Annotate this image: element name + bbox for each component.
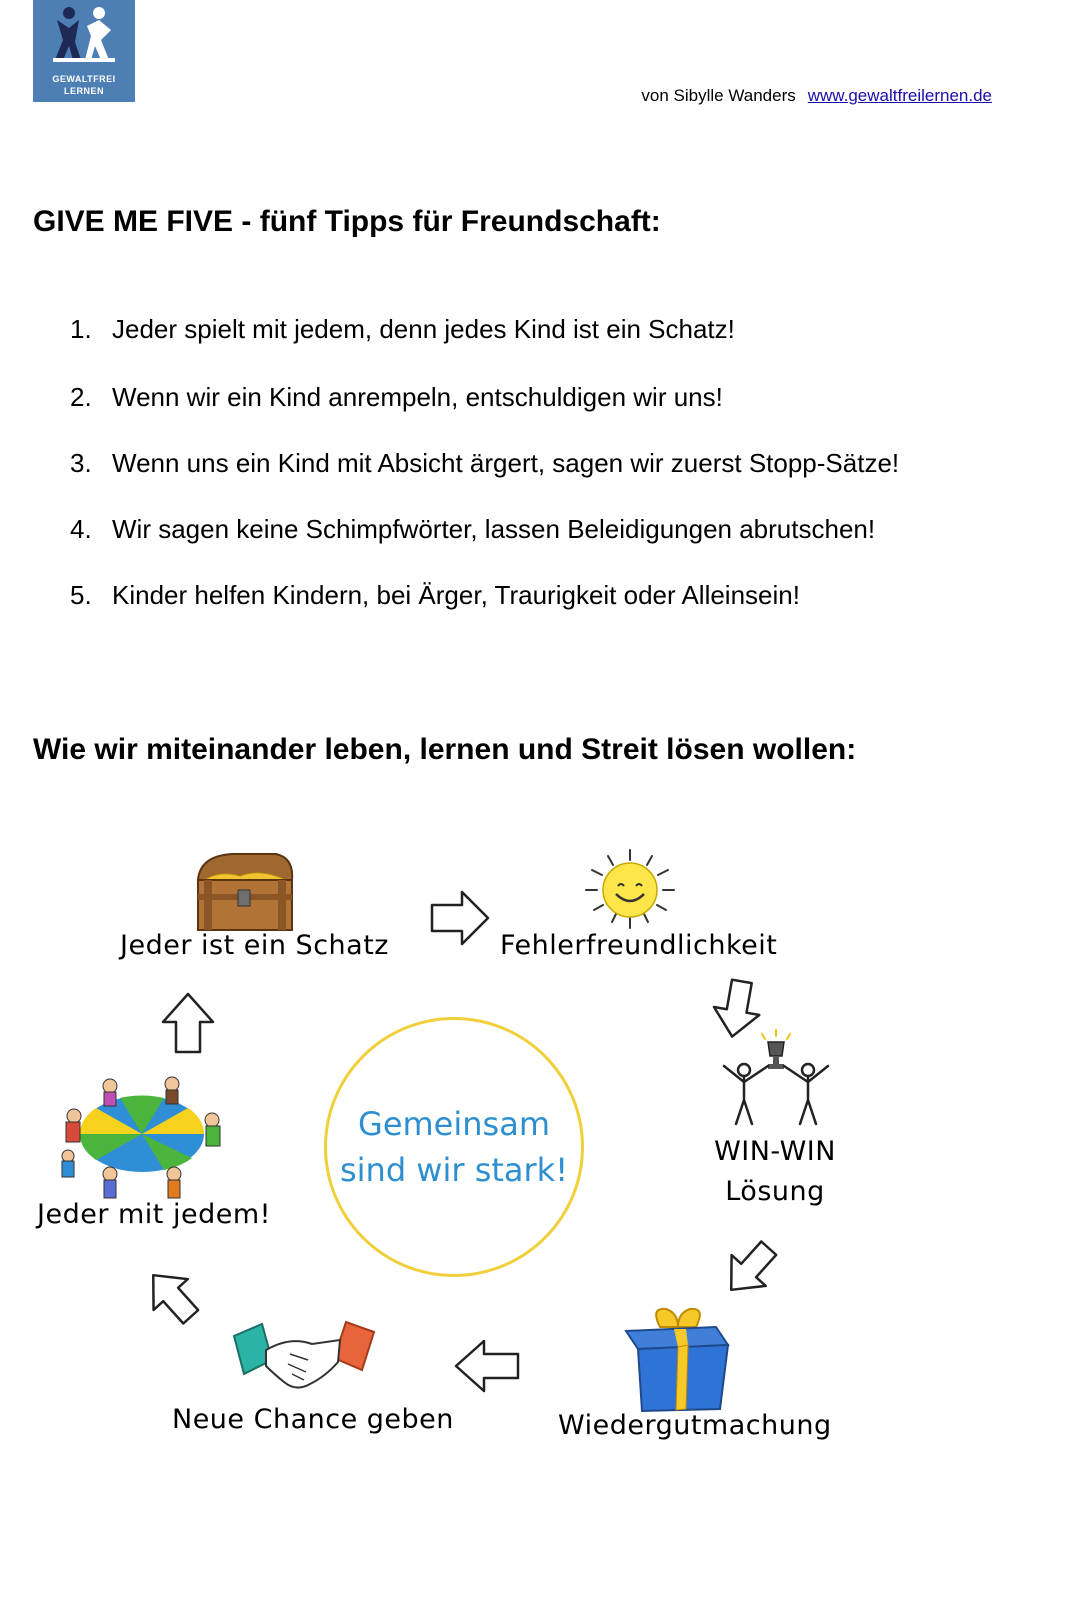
list-number: 5. [70,580,92,610]
list-text: Kinder helfen Kindern, bei Ärger, Traurigkeit oder Alleinsein! [112,580,800,610]
logo-text-line2: LERNEN [63,86,104,96]
list-item [70,380,899,446]
list-text: Jeder spielt mit jedem, denn jedes Kind ist ein Schatz! [112,314,735,344]
arrow-up-left-icon [140,1264,204,1328]
list-number: 4. [70,514,92,544]
step-wieder-label: Wiedergutmachung [558,1410,832,1441]
center-text-line1: Gemeinsam [358,1105,550,1143]
list-item [70,446,899,512]
step-fehler-label: Fehlerfreundlichkeit [500,930,778,961]
list-text: Wenn uns ein Kind mit Absicht ärgert, sagen wir zuerst Stopp-Sätze! [112,448,900,478]
step-schatz-label: Jeder ist ein Schatz [120,930,389,961]
arrow-left-icon [452,1338,522,1394]
list-item [70,578,899,646]
logo [33,0,135,102]
header-credit [641,86,992,106]
smiling-sun-icon [580,848,680,932]
logo-text-line1: GEWALTFREI [52,74,116,84]
list-text: Wir sagen keine Schimpfwörter, lassen Beleidigungen abrutschen! [112,514,876,544]
handshake-icon [230,1320,378,1398]
step-winwin-label-line1: WIN-WIN [714,1136,836,1167]
diagram-heading: Wie wir miteinander leben, lernen und Streit lösen wollen: [33,733,857,766]
center-circle [324,1017,584,1277]
arrow-up-icon [158,990,218,1056]
list-number: 3. [70,448,92,478]
list-item [70,312,899,380]
step-winwin-label-line2: Lösung [725,1176,825,1207]
website-link[interactable]: www.gewaltfreilernen.de [807,86,992,105]
treasure-chest-icon [190,850,300,934]
win-win-figures-icon [716,1028,836,1128]
list-number: 1. [70,314,92,344]
center-text-line2: sind wir stark! [339,1151,569,1189]
list-number: 2. [70,382,92,412]
list-item [70,512,899,578]
parachute-game-icon [52,1072,232,1202]
gift-box-icon [620,1305,736,1413]
step-jeder-label: Jeder mit jedem! [37,1199,271,1230]
author-name: von Sibylle Wanders [641,86,796,105]
tips-list [70,312,899,646]
tips-heading: GIVE ME FIVE - fünf Tipps für Freundschaft: [33,205,661,238]
arrow-right-icon [430,889,492,947]
logo-figures-icon [51,6,117,64]
step-chance-label: Neue Chance geben [172,1404,454,1435]
list-text: Wenn wir ein Kind anrempeln, entschuldigen wir uns! [112,382,723,412]
arrow-down-left-icon [718,1237,782,1301]
